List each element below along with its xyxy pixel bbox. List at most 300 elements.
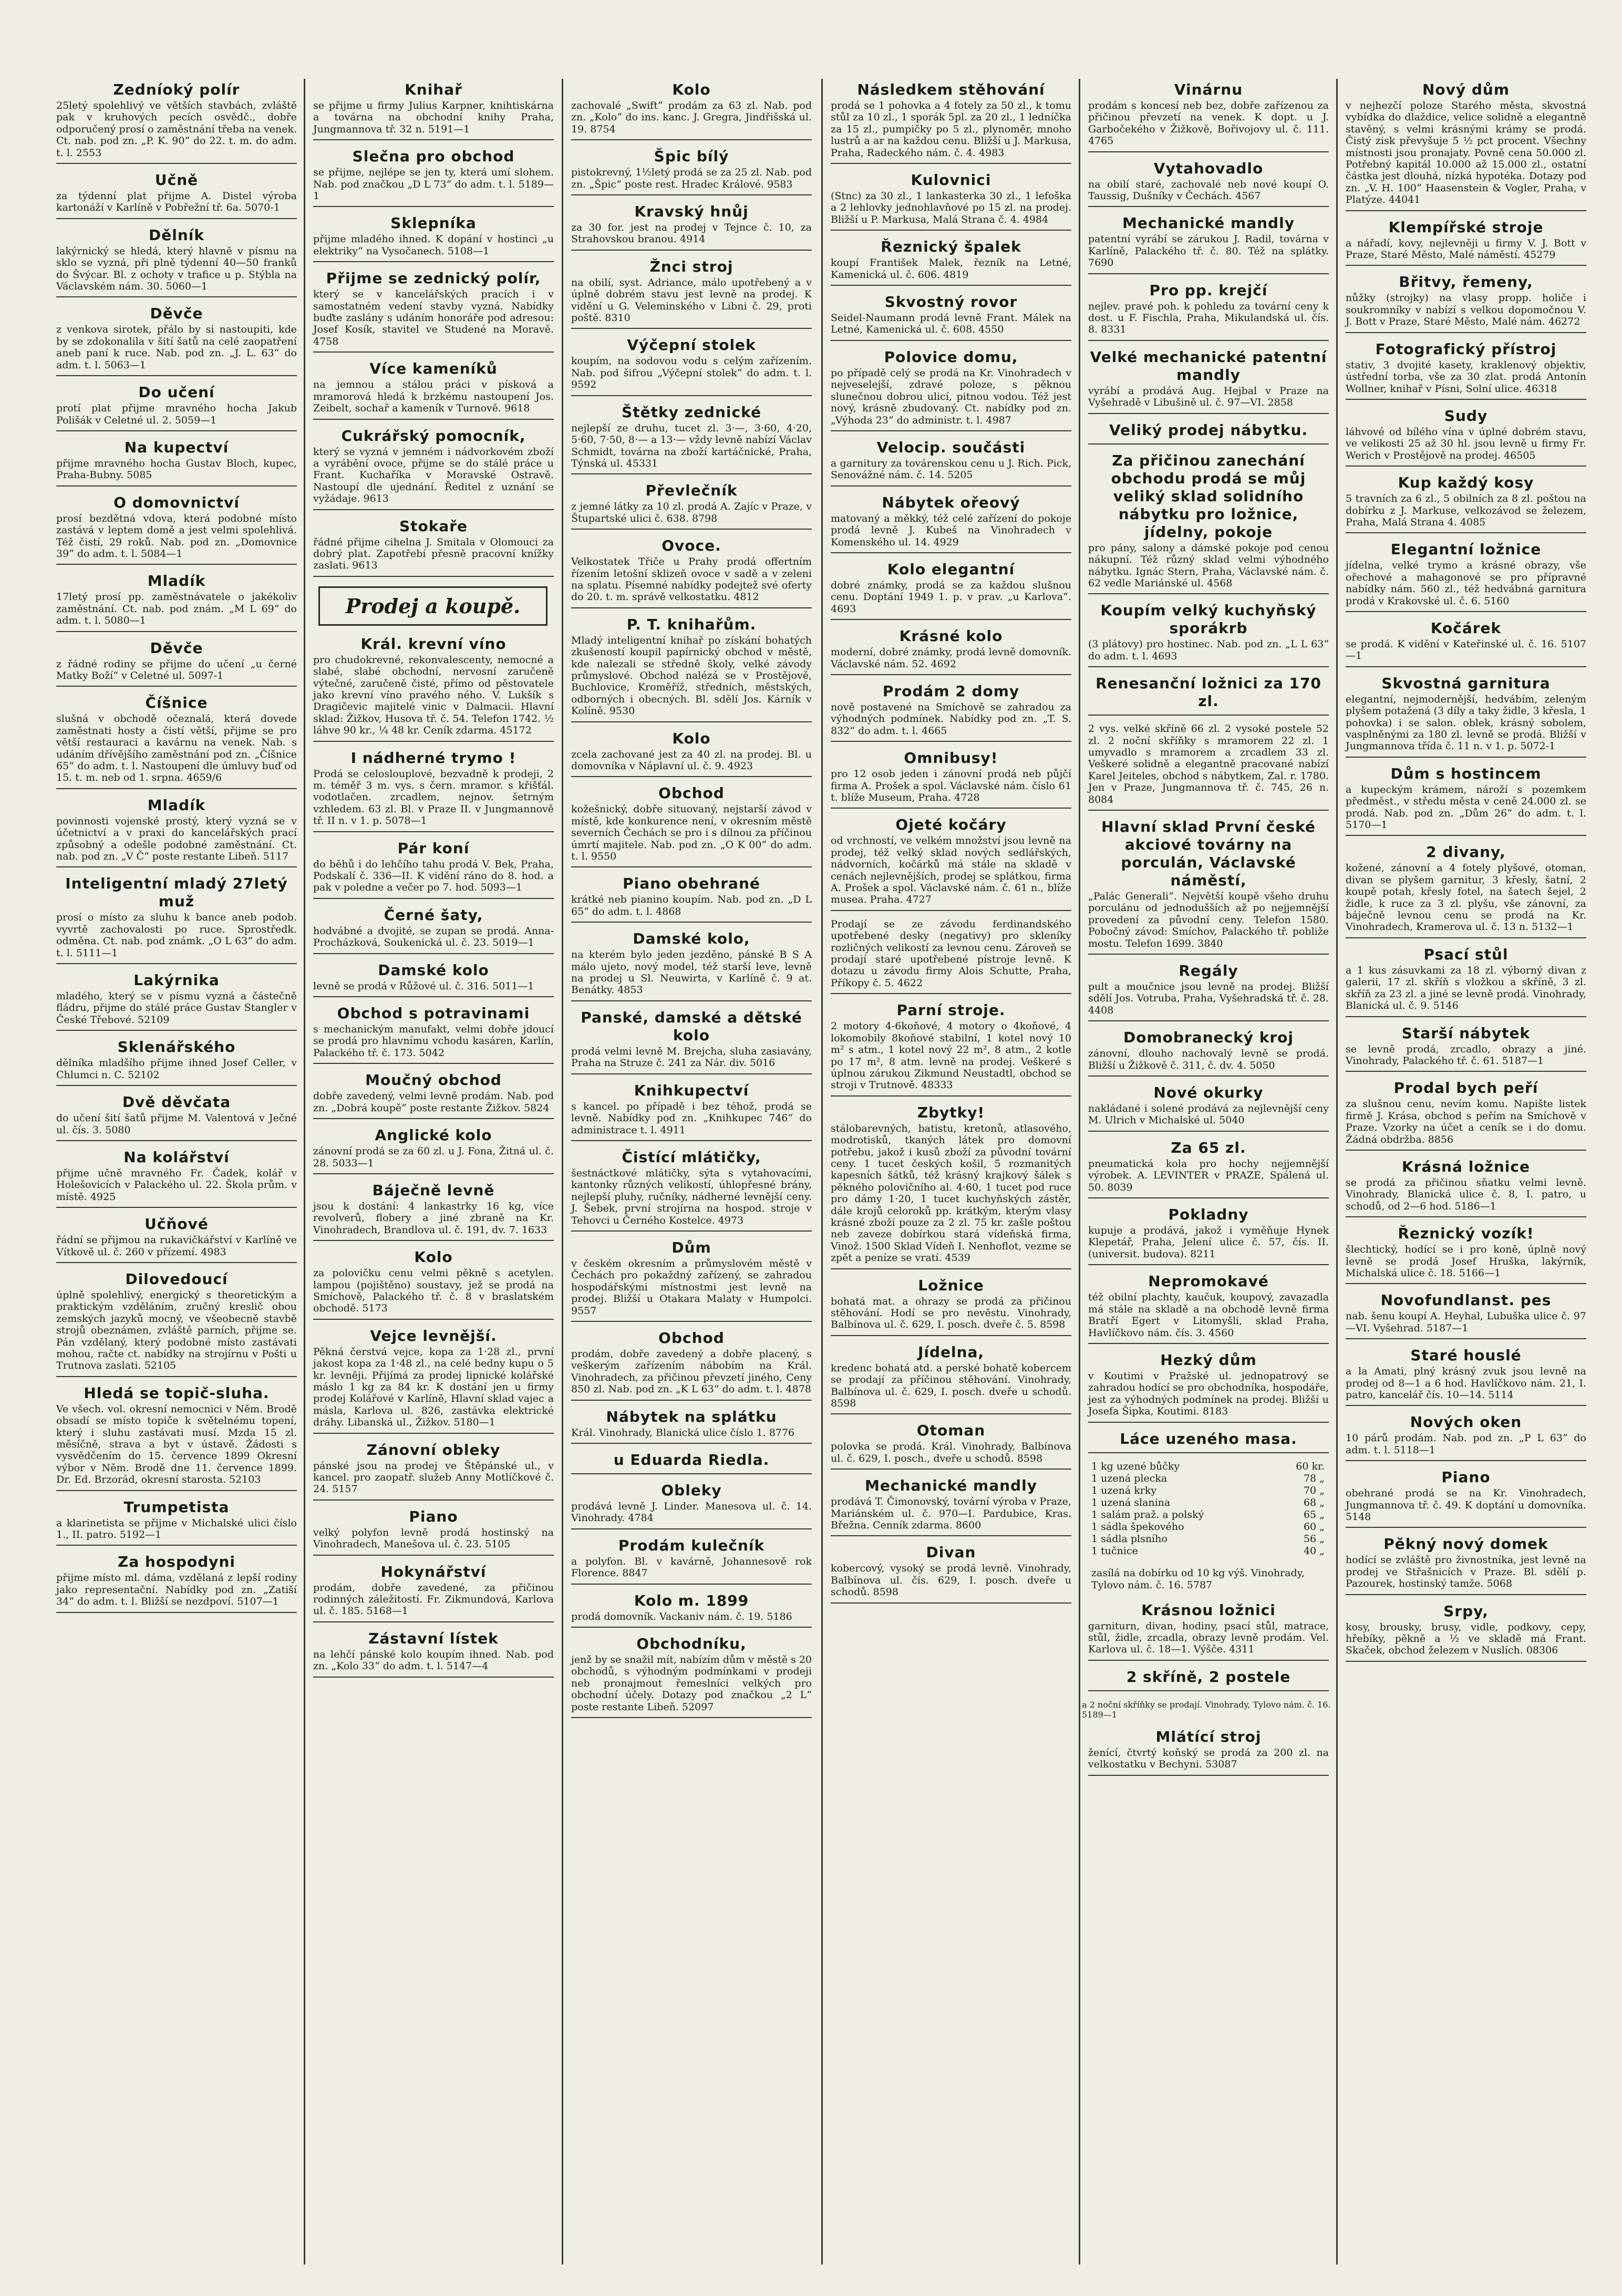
classified-ad bbox=[56, 1038, 297, 1086]
classified-ad bbox=[571, 1537, 812, 1585]
ad-separator bbox=[571, 721, 812, 722]
ad-heading: Dům bbox=[671, 1238, 711, 1256]
ad-separator bbox=[831, 340, 1071, 341]
ad-heading: Ovoce. bbox=[662, 537, 721, 555]
ad-heading: Kolo m. 1899 bbox=[634, 1591, 749, 1609]
ad-separator bbox=[571, 776, 812, 777]
column-rule bbox=[562, 79, 563, 2264]
ad-text: z venkova sirotek, přálo by si nastoupiti, kde by se zdokonalila v šití šatů na celé zaopatření aneb paní k ruce. Nab. pod zn. „J. L. 63“ do adm. t. l. 5063—1 bbox=[56, 324, 297, 371]
ad-text: z jemné látky za 10 zl. prodá A. Zajíc v Praze, v Štupartské ulici č. 638. 8798 bbox=[571, 501, 812, 524]
ad-separator bbox=[1088, 1264, 1329, 1265]
ad-text: obehrané prodá se na Kr. Vinohradech, Jungmannova tř. č. 49. K doptání u domovníka. 5148 bbox=[1346, 1487, 1586, 1523]
ad-separator bbox=[56, 430, 297, 431]
ad-text: prodám, dobře zavedené, za přičinou rodinných záležitostí. Fr. Zikmundová, Karlova ul. č. 185. 5168—1 bbox=[313, 1581, 554, 1617]
ad-heading: Ojeté kočáry bbox=[895, 816, 1007, 834]
classified-ad bbox=[56, 639, 297, 687]
ad-heading: Děvče bbox=[150, 305, 203, 323]
classified-ad bbox=[56, 1270, 297, 1377]
ad-heading: Prodám 2 domy bbox=[882, 682, 1020, 700]
price-value: 60 kr. bbox=[1296, 1460, 1325, 1472]
ad-text: jsou k dostání: 4 lankastrky 16 kg, více revolverů, flobery a jiné zbraně na Kr. Vinohradech, Brandlova ul. č. 191, dv. 7. 1633 bbox=[313, 1200, 554, 1236]
ad-text: nab. šenu koupí A. Heyhal, Lubuška ulice č. 97—VI. Vyšehrad. 5187—1 bbox=[1346, 1310, 1586, 1334]
classified-ad bbox=[831, 1343, 1071, 1415]
ad-heading: Učňové bbox=[144, 1215, 209, 1233]
ad-text: hodvábné a dvojité, se zupan se prodá. Anna-Procházková, Soukenická ul. č. 23. 5019—1 bbox=[313, 925, 554, 949]
price-row bbox=[1091, 1485, 1325, 1497]
ad-heading: Nový dům bbox=[1422, 81, 1510, 98]
ad-separator bbox=[313, 261, 554, 262]
ad-separator bbox=[571, 139, 812, 140]
ad-text: stálobarevných, batistu, kretonů, atlasového, modrotisků, tkaných látek pro domovní potřebu, jakož i kusů zboží za původní tovární ceny. 1 tucet českých košil, 5 rozmanitých kapesních šátků, též krásný krajkový šálek s pěkného polovičního al. 4·60, 1 tucet pod ruce pro dámy 1·20, 1 tucet kuchyňských zástěr, dále krojů celoroků pp. krátkým, kterým vlasy krásné zboží pouze za 2 zl. 75 kr. zašle poštou neb zaveze dobírkou stará vídeňská firma, Vinož. 1500 Sklad Vídeň I. Nenhoflot, vezme se zpět a peníze se vratí. 4539 bbox=[831, 1122, 1071, 1264]
ad-text: pro pány, salony a dámské pokoje pod cenou nákupní. Též různý sklad velmi výhodného nábytku. Ignác Stern, Praha, Václavské nám. č. 62 vedle Mariánské ul. 4568 bbox=[1088, 542, 1329, 589]
ad-heading: Nové okurky bbox=[1153, 1084, 1264, 1102]
classified-ad bbox=[313, 1630, 554, 1678]
classified-ad bbox=[1346, 1158, 1586, 1217]
ad-text: za 30 for. jest na prodej v Tejnce č. 10, za Strahovskou branou. 4914 bbox=[571, 222, 812, 245]
ad-separator bbox=[831, 1335, 1071, 1336]
ad-heading: Číšnice bbox=[145, 694, 208, 712]
ad-heading: Mladík bbox=[147, 572, 206, 590]
ad-text: prodává T. Čimonovský, tovární výroba v Praze, Mariánském ul. č. 970—I. Pardubice, Kras. Břežna. Cenník zdarma. 8600 bbox=[831, 1496, 1071, 1532]
classified-ad bbox=[1088, 282, 1329, 341]
classified-ad bbox=[313, 1248, 554, 1320]
ad-separator bbox=[571, 1584, 812, 1585]
price-list-footer: zasílá na dobírku od 10 kg výš. Vinohrady, Tylovo nám. č. 16. 5787 bbox=[1091, 1567, 1305, 1591]
ad-separator bbox=[571, 1321, 812, 1322]
ad-heading: Otoman bbox=[916, 1422, 986, 1440]
ad-text: přijme místo ml. dáma, vzdělaná z lepší rodiny jako representační. Nabídky pod zn. „Zatiší 34“ do adm. t. l. Bližší se nezdpoví. 5107—1 bbox=[56, 1572, 297, 1608]
classified-ad bbox=[313, 1563, 554, 1622]
price-row bbox=[1091, 1473, 1325, 1485]
ad-heading: Břitvy, řemeny, bbox=[1399, 273, 1533, 291]
ad-text: též obilní plachty, kaučuk, koupový, zavazadla má stále na skladě a na obchodě levně firma Bratří Egert v Litomyšli, sklad Praha, Havlíčkovo nám. čís. 3. 4560 bbox=[1088, 1291, 1329, 1339]
column-rule bbox=[1079, 79, 1080, 2264]
ad-heading: Skvostná garnitura bbox=[1381, 674, 1551, 692]
ad-heading: Prodám kulečník bbox=[618, 1536, 765, 1554]
ad-separator bbox=[1346, 1594, 1586, 1595]
classified-ad bbox=[313, 906, 554, 954]
ad-separator bbox=[1088, 1020, 1329, 1021]
ad-text: Seidel-Naumann prodá levně Frant. Málek na Letné, Kamenická ul. č. 608. 4550 bbox=[831, 312, 1071, 336]
ad-text: Ve všech. vol. okresní nemocnici v Něm. Brodě obsadí se místo topiče k světelnému topení, který i sluhu zastávati musí. Mzda 15 zl. měsíčně, strava a byt v ústavě. Žádosti s vysvědčením do 15. července 1899 Okresní výbor v Něm. Brodě dne 11. července 1899. Dr. Ed. Brzorád, okresní starosta. 52103 bbox=[56, 1403, 297, 1486]
classified-ad bbox=[1346, 541, 1586, 612]
ad-text: dobré známky, prodá se za každou slušnou cenu. Doptání 1949 1. p. v prav. „u Karlova“. 4693 bbox=[831, 579, 1071, 615]
ad-heading: Parní stroje. bbox=[896, 1001, 1006, 1019]
ad-text: se přijme u firmy Julius Karpner, knihtiskárna a továrna na obchodní knihy Praha, Jungmannova tř. 32 n. 5191—1 bbox=[313, 100, 554, 135]
ad-separator bbox=[831, 993, 1071, 994]
ad-text: jídelna, velké trymo a krásné obrazy, vše ořechové a mahagonové se pro přípravné nabídky nám. 560 zl., též hedvábná garnitura prodá v Krakovské ul. č. 6. 5160 bbox=[1346, 560, 1586, 607]
price-value: 40 „ bbox=[1303, 1545, 1325, 1557]
ad-heading: Štětky zednické bbox=[622, 403, 761, 421]
ad-heading: Na kolářství bbox=[123, 1148, 230, 1166]
classified-ad bbox=[1088, 160, 1329, 208]
ad-separator bbox=[571, 1000, 812, 1001]
ad-heading: Renesanční ložnici za 170 zl. bbox=[1096, 675, 1321, 710]
classified-ad bbox=[313, 635, 554, 742]
ad-text: v nejhezčí poloze Starého města, skvostná vybídka do dlaždice, velice solidně a elegantně stavěný, s velmi krásnými krámy se prodá. Čistý zisk převyšuje 5 ½ pct procent. Všechny místnosti jsou pronajaty. Povně cena 50.000 zl. Potřebný kapitál 10.000 až 15.000 zl., ostatní částka jest dlouhá, nízká hypotéka. Dotazy pod zn. „V. H. 100“ Haasenstein & Vogler, Praha, v Platýze. 44041 bbox=[1346, 100, 1586, 206]
classified-ad bbox=[1346, 946, 1586, 1017]
ad-text: a la Amati, plný krásný zvuk jsou levně na prodej od 8—1 a 6 hod. Havlíčkovo nám. 21, I. patro, kancelář čís. 10—14. 5114 bbox=[1346, 1366, 1586, 1401]
ad-separator bbox=[313, 996, 554, 997]
ad-separator bbox=[1346, 466, 1586, 467]
column-rule bbox=[1336, 79, 1338, 2264]
ad-heading: Řeznický špalek bbox=[881, 238, 1021, 256]
ad-heading: Nábytek ořeový bbox=[882, 493, 1020, 511]
ad-separator bbox=[831, 1268, 1071, 1269]
ad-separator bbox=[313, 1433, 554, 1434]
classified-ad bbox=[313, 1441, 554, 1501]
classified-ad bbox=[1088, 348, 1329, 414]
classified-ad bbox=[56, 875, 297, 964]
price-value: 60 „ bbox=[1303, 1521, 1325, 1533]
classified-ad bbox=[313, 840, 554, 899]
price-qty: 1 bbox=[1091, 1484, 1098, 1496]
ad-heading: Knihkupectví bbox=[634, 1081, 749, 1099]
ad-text: prosí bezdětná vdova, která podobné místo zastává v leptem domě a jest velmi spolehlivá. Též čistí, 29 roků. Nab. pod zn. „Domovnice 39“ do adm. t. l. 5084—1 bbox=[56, 512, 297, 560]
ad-text: kredenc bohatá atd. a perské bohatě kobercem se prodají za příčinou stěhování. Vinohrady, Balbínova ul. č. 629, I. posch. dveře u schodů. 8598 bbox=[831, 1362, 1071, 1410]
ad-heading: Piano bbox=[1441, 1468, 1491, 1486]
ad-separator bbox=[313, 741, 554, 742]
ad-text: stativ, 3 dvojité kasety, kraklenový objektiv, ústřední torba, vše za 30 zlat. prodá Antonín Wollner, knihař v Písni, Solní ulice. 46318 bbox=[1346, 359, 1586, 395]
classified-ad bbox=[1088, 818, 1329, 955]
price-qty: 1 bbox=[1091, 1545, 1098, 1557]
classified-ad bbox=[831, 238, 1071, 286]
ad-text: a 1 kus zásuvkami za 18 zl. výborný divan z galerii, 17 zl. skříň s vložkou a skříně, 3 zl. skříň za 23 zl. a jiné se levně prodá. Vinohrady, Blanická ul. č. 9. 5146 bbox=[1346, 964, 1586, 1012]
ad-heading: Kočárek bbox=[1430, 619, 1502, 637]
ad-text: nůžky (strojky) na vlasy propp. holiče i soukromníky v nabízí s velkou dopomočnou V. J. Bott v Praze, Staré Město, Malé nám. 46272 bbox=[1346, 292, 1586, 328]
ad-heading: Domobranecký kroj bbox=[1123, 1029, 1294, 1047]
ad-separator bbox=[1346, 1338, 1586, 1339]
ad-text: Pěkná čerstvá vejce, kopa za 1·28 zl., první jakost kopa za 1·48 zl., na celé bedny kupu o 5 kr. levněji. Přijímá za prodej lipnické kolářské máslo 1 kg za 84 kr. K dostání jen u firmy prodej Kolářové v Karlíně, Hlavní sklad vajec a másla, Karlova ul. 826, zastávka elektrické dráhy. Libanská ul., Žižkov. 5180—1 bbox=[313, 1346, 554, 1429]
ad-heading: Divan bbox=[926, 1544, 976, 1561]
ad-heading: Nových oken bbox=[1410, 1413, 1522, 1431]
ad-text: mladého, který se v písmu vyzná a částečně fládru, přijme do stálé práce Gustav Stangler v České Třebové. 52109 bbox=[56, 990, 297, 1026]
ad-text: koupím, na sodovou vodu s celým zařízením. Nab. pod šifrou „Výčepní stolek“ do adm. t. l. 9592 bbox=[571, 355, 812, 391]
ad-heading: Srpy, bbox=[1443, 1602, 1489, 1620]
ad-separator bbox=[571, 1140, 812, 1141]
ad-separator bbox=[1346, 532, 1586, 533]
ad-separator bbox=[313, 1118, 554, 1119]
classified-ad bbox=[56, 1215, 297, 1263]
ad-heading: Dům s hostincem bbox=[1390, 764, 1542, 782]
ad-heading: Dělník bbox=[149, 226, 204, 244]
classified-ad bbox=[831, 1544, 1071, 1603]
ad-heading: Na kupectví bbox=[124, 438, 229, 456]
classified-ad bbox=[313, 961, 554, 997]
ad-text: 25letý spolehlivý ve větších stavbách, zvláště pak v kruhových pecích osvědč., dobře odporučený prosí o zaměstnání třeba na venek. Ct. nab. pod zn. „P. K. 90“ do 22. t. m. do adm. t. l. 2553 bbox=[56, 100, 297, 159]
ad-text: řádné přijme cihelna J. Smitala v Olomouci za dobrý plat. Zapotřebí přesně pracovní knížky zaslati. 9613 bbox=[313, 536, 554, 572]
classified-ad bbox=[571, 482, 812, 530]
ad-separator bbox=[831, 485, 1071, 487]
price-value: 65 „ bbox=[1303, 1508, 1325, 1521]
ad-heading: Kravský hnůj bbox=[634, 203, 749, 221]
ad-heading: 2 divany, bbox=[1426, 843, 1506, 861]
ad-text: kobercový, vysoký se prodá levně. Vinohrady, Balbínova ul. čís. 629, I. posch. dveře u schodů. 8598 bbox=[831, 1563, 1071, 1598]
ad-heading: 2 skříně, 2 postele bbox=[1126, 1668, 1291, 1685]
ad-heading: Staré houslé bbox=[1410, 1347, 1522, 1364]
ad-heading: Více kameníků bbox=[369, 360, 498, 378]
ad-heading: Sklepníka bbox=[390, 214, 477, 232]
ad-separator bbox=[56, 1140, 297, 1141]
classified-ad bbox=[1346, 1025, 1586, 1072]
ad-text: láhvové od bílého vína v úplné dobrém stavu, ve velikosti 25 až 30 hl. jsou levně u firmy Fr. Werich v Prostějově na prodej. 46505 bbox=[1346, 426, 1586, 461]
ad-separator bbox=[56, 788, 297, 789]
ad-heading: Žnci stroj bbox=[649, 257, 733, 275]
ad-text: bohatá mat. a ohrazy se prodá za přičinou stěhování. Hodí se pro nevěstu. Vinohrady, Balbínova ul. č. 629, I. posch. dveře č. 5. 8598 bbox=[831, 1295, 1071, 1331]
ad-separator bbox=[831, 619, 1071, 620]
ad-text: a nářadí, kovy, nejlevněji u firmy V. J. Bott v Praze, Staré Město, Malé náměstí. 45279 bbox=[1346, 237, 1586, 261]
price-item bbox=[1091, 1545, 1138, 1557]
ad-heading: Damské kolo bbox=[378, 961, 489, 979]
ad-text: slušná v obchodě očeznalá, která dovede zaměstnati hosty a čistí větší, přijme se pro větší restauraci a kavárnu na venek. Nab. s udáním dřívějšího zaměstnání pod zn. „Číšnice 65“ do adm. t. l. Nastoupení dle úmluvy buď od 15. t. m. neb od 1. srpna. 4659/6 bbox=[56, 713, 297, 784]
price-item bbox=[1091, 1533, 1168, 1545]
ad-separator bbox=[313, 206, 554, 207]
ad-text: který se v kancelářských pracích i v samostatném vedení stavby vyzná. Nabídky buďte zaslány s udáním honoráře pod adresou: Josef Kosík, stavitel ve Studené na Moravě. 4758 bbox=[313, 288, 554, 347]
ad-heading: Učně bbox=[154, 171, 199, 189]
ad-text: po případě celý se prodá na Kr. Vinohradech v nejveselejší, zdravé poloze, s pěknou slunečnou dobrou ulicí, pitnou vodou. Též jest nový, krásně zbudovaný. Ct. nabídky pod zn. „Výhoda 23“ do administr. t. l. 4987 bbox=[831, 367, 1071, 426]
ad-separator bbox=[1346, 937, 1586, 938]
price-name: salám praž. a polský bbox=[1101, 1508, 1204, 1521]
ad-separator bbox=[1346, 835, 1586, 836]
ad-heading: Za hospodyni bbox=[118, 1553, 235, 1571]
classified-ad bbox=[831, 627, 1071, 675]
ad-separator bbox=[1088, 1131, 1329, 1132]
ad-text: pro chudokrevné, rekonvalescenty, nemocné a slabé, slabé obchodní, nervosní zaručeně výtečné, zaručeně čisté, přímo od pěstovatele jako krevní víno pravého ného. V. Lukšík s Dragičevic majitelé vinic v Dalmacii. Hlavní sklad: Žižkov, Husova tř. č. 54. Telefon 1742. ½ láhve 90 kr., ¼ 48 kr. Ceník zdarma. 45172 bbox=[313, 654, 554, 737]
ad-text: prodá velmi levně M. Brejcha, sluha zasiavány, Praha na Struze č. 241 za Nár. div. 5016 bbox=[571, 1045, 812, 1069]
ad-heading: O domovnictví bbox=[113, 493, 240, 511]
ad-separator bbox=[56, 1545, 297, 1546]
classified-ad bbox=[313, 214, 554, 262]
ad-text: kožešnický, dobře situovaný, nejstarší závod v místě, kde konkurence není, v okresním městě severních Čechách se pro i s dílnou za příčinou úmrtí majitele. Nab. pod zn. „O K 00“ do adm. t. l. 9550 bbox=[571, 803, 812, 863]
ad-text: se přijme, nejlépe se jen ty, která umí slohem. Nab. pod značkou „D L 73“ do adm. t. l. 5189—1 bbox=[313, 167, 554, 202]
ad-heading: Mladík bbox=[147, 796, 206, 814]
ad-separator bbox=[571, 1627, 812, 1628]
ad-separator bbox=[831, 910, 1071, 911]
ad-separator bbox=[1088, 715, 1329, 716]
ad-heading: Krásná ložnice bbox=[1402, 1157, 1530, 1175]
ad-text: matovaný a měkký, též celé zařízení do pokoje prodá levně J. Kubeš na Vinohradech v Komenského ul. 14. 4929 bbox=[831, 512, 1071, 548]
ad-text: v českém okresním a průmyslovém městě v Čechách pro pokaždný zařízený, se zahradou hospodářskými místnostmi jest levně na prodej. Bližší u Otakara Malaty v Humpolci. 9557 bbox=[571, 1257, 812, 1317]
ad-heading: Pěkný nový domek bbox=[1383, 1535, 1548, 1553]
ad-heading: Nábytek na splátku bbox=[606, 1408, 777, 1425]
classified-ad bbox=[313, 81, 554, 140]
ad-text: přijme mravného hocha Gustav Bloch, kupec, Praha-Bubny. 5085 bbox=[56, 457, 297, 481]
ad-separator bbox=[313, 576, 554, 577]
ad-text: pistokrevný, 1½letý prodá se za 25 zl. Nab. pod zn. „Špic“ poste rest. Hradec Králové. 9583 bbox=[571, 167, 812, 190]
ad-heading: Regály bbox=[1179, 962, 1238, 979]
ad-text: Mladý inteligentní knihař po získání bohatých zkušeností koupil papírnický obchod v městě, kde nalezali se středně školy, velké závody průmyslové. Obchod nalézá se v Prostějově, Buchlovice, Kroměříž, středních, městských, odborných i obecných. Bl. sdělí Jos. Kárník v Kolíně. 9530 bbox=[571, 634, 812, 717]
ad-heading: Pokladny bbox=[1168, 1206, 1249, 1224]
ad-separator bbox=[571, 1717, 812, 1718]
ad-heading: Báječně levně bbox=[372, 1181, 495, 1199]
classified-ad bbox=[313, 148, 554, 207]
column-rule bbox=[821, 79, 823, 2264]
ad-heading: Obleky bbox=[661, 1482, 722, 1499]
ad-text: zcela zachované jest za 40 zl. na prodej. Bl. u domovníka v Náplavní ul. č. 9. 4923 bbox=[571, 748, 812, 772]
ad-heading: Piano obehrané bbox=[623, 875, 760, 893]
ad-text: (3 plátovy) pro hostinec. Nab. pod zn. „L L 63“ do adm. t. l. 4693 bbox=[1088, 638, 1329, 662]
ad-separator bbox=[571, 922, 812, 923]
ad-heading: Děvče bbox=[150, 639, 203, 657]
ad-separator bbox=[56, 296, 297, 297]
ad-heading: Moučný obchod bbox=[365, 1071, 502, 1089]
ad-heading: Knihař bbox=[405, 81, 462, 98]
ad-heading: Elegantní ložnice bbox=[1390, 541, 1542, 559]
ad-heading: Za 65 zl. bbox=[1171, 1139, 1246, 1156]
ad-heading: Hokynářství bbox=[380, 1563, 487, 1580]
ad-separator bbox=[831, 674, 1071, 675]
ad-heading: Hlavní sklad První české akciové továrny na porculán, Václavské náměstí, bbox=[1101, 818, 1316, 889]
classified-ad bbox=[571, 1149, 812, 1232]
ad-text: Prodá se celoslouplové, bezvadně k prodeji, 2 m. téměř 3 m. vys. s čern. mramor. s křišťál. vodotlačen. zrcadlem, nejnov. šetrným vzhledem. 63 zl. Bl. v Praze II. v Jungmannově tř. II n. v 1. p. 5078—1 bbox=[313, 768, 554, 827]
classified-ad bbox=[56, 1498, 297, 1546]
ad-text: protí plat přijme mravného hocha Jakub Polišák v Celetné ul. 2. 5059—1 bbox=[56, 402, 297, 426]
classified-ad bbox=[1346, 619, 1586, 667]
ad-separator bbox=[1088, 1343, 1329, 1344]
classified-ad bbox=[831, 918, 1071, 994]
ad-separator bbox=[571, 866, 812, 867]
price-row bbox=[1091, 1533, 1325, 1545]
classified-ad bbox=[1088, 452, 1329, 595]
ad-text: „Palác Generali“. Největší koupě všeho druhu porculánu od jednodušších až po nejjemnější provedení za původní ceny. Telefon 1580. Pobočný závod: Smíchov, Palackého tř. pobliže mostu. Telefon 1699. 3840 bbox=[1088, 890, 1329, 949]
ad-heading: Krásné kolo bbox=[899, 627, 1003, 645]
ad-separator bbox=[56, 866, 297, 867]
classified-ad bbox=[56, 226, 297, 298]
ad-text: 17letý prosí pp. zaměstnávatele o jakékoliv zaměstnání. Ct. nab. pod znám. „M L 69“ do adm. t. l. 5080—1 bbox=[56, 591, 297, 627]
ad-separator bbox=[1088, 1075, 1329, 1077]
ad-text: do běhů i do lehčího tahu prodá V. Bek, Praha, Podskalí č. 336—II. K vidění ráno do 8. hod. a pak v poledne a večer po 7. hod. 5093—1 bbox=[313, 858, 554, 894]
classified-ad bbox=[56, 1149, 297, 1208]
ad-separator bbox=[831, 1535, 1071, 1536]
column-rule bbox=[304, 79, 305, 2264]
ad-heading: Starší nábytek bbox=[1401, 1024, 1531, 1042]
ad-heading: Fotografický přístroj bbox=[1375, 340, 1557, 358]
classified-ad bbox=[571, 1451, 812, 1474]
ad-heading: Zedníoký polír bbox=[113, 81, 240, 98]
column-3 bbox=[565, 79, 817, 2264]
price-item bbox=[1091, 1485, 1156, 1497]
ad-text: se levně prodá, zrcadlo, obrazy a jiné. Vinohrady, Palackého tř. č. 61. 5187—1 bbox=[1346, 1043, 1586, 1067]
ad-text: (Stnc) za 30 zl., 1 lankasterka 30 zl., 1 lefoška a 2 lehlovky jednohlavňové po 15 zl. na prodej. Bližší u P. Markusa, Malá Strana č. 4. 4984 bbox=[831, 190, 1071, 225]
ad-separator bbox=[56, 1376, 297, 1377]
ad-text: do učení šití šatů přijme M. Valentová v Ječné ul. čís. 3. 5080 bbox=[56, 1112, 297, 1136]
classified-ad bbox=[831, 682, 1071, 742]
ad-text: přijme mladého ihned. K dopání v hostinci „u elektriky“ na Vysočanech. 5108—1 bbox=[313, 233, 554, 257]
price-qty: 1 bbox=[1091, 1521, 1098, 1533]
ad-separator bbox=[571, 328, 812, 329]
ad-separator bbox=[1088, 954, 1329, 955]
ad-heading: Za přičinou zanechání obchodu prodá se můj veliký sklad solidního nábytku pro ložnice, jídelny, pokoje bbox=[1111, 451, 1306, 541]
price-name: uzené bůčky bbox=[1116, 1460, 1180, 1472]
classified-ad bbox=[1346, 843, 1586, 938]
price-item bbox=[1091, 1509, 1204, 1521]
ad-text: se prodá za přičinou sňatku velmi levně. Vinohrady, Blanická ulice č. 8, I. patro, u schodů, od 2—6 hod. 5186—1 bbox=[1346, 1176, 1586, 1212]
ad-text: povinnosti vojenské prostý, který vyzná se v účetnictví a v praxi do kancelářských prací způsobný a odešle podobné zaměstnání. Ct. nab. pod zn. „V Č“ poste restante Libeň. 5117 bbox=[56, 815, 297, 863]
ad-heading: Velocip. součásti bbox=[876, 438, 1026, 456]
ad-heading: Velké mechanické patentní mandly bbox=[1090, 348, 1327, 384]
price-name: sádla špekového bbox=[1101, 1521, 1184, 1533]
ad-separator bbox=[1346, 1150, 1586, 1151]
ad-heading: Panské, damské a dětské kolo bbox=[581, 1008, 802, 1044]
ad-heading: Do učení bbox=[138, 384, 215, 401]
classified-ad bbox=[56, 572, 297, 632]
ad-text: velký polyfon levně prodá hostinský na Vinohradech, Manešova ul. č. 23. 5105 bbox=[313, 1526, 554, 1550]
ad-separator bbox=[313, 1677, 554, 1678]
ad-heading: Nepromokavé bbox=[1148, 1273, 1269, 1290]
column-4 bbox=[824, 79, 1077, 2264]
ad-text: na jemnou a stálou práci v písková a mramorová hledá k brzkému nastoupení Jos. Zeibelt, sochař a kameník v Turnově. 9618 bbox=[313, 379, 554, 415]
ad-separator bbox=[56, 1030, 297, 1031]
ad-text: kožené, zánovní a 4 fotely plyšové, otoman, divan se plyšem garnitur, 3 křesly, šatní, 2 koupě potah, křesly fotel, na šatech šejel, 2 židle, k ruce za 3 zl. plyšu, vše zánovní, za báječně levnou cenu se prodá na Kr. Vinohradech, Kramerova ul. č. 13 n. 5132—1 bbox=[1346, 862, 1586, 933]
classified-ad bbox=[571, 404, 812, 475]
classified-ad bbox=[571, 784, 812, 867]
ad-text: pult a moučnice jsou levně na prodej. Bližší sdělí Jos. Votruba, Praha, Vyšehradská tř. č. 28. 4408 bbox=[1088, 981, 1329, 1016]
price-item bbox=[1091, 1461, 1180, 1473]
ad-text: vyrábí a prodává Aug. Hejbal v Praze na Vyšehradě v Libušině ul. č. 97—VI. 2858 bbox=[1088, 385, 1329, 409]
ad-separator bbox=[1346, 1216, 1586, 1217]
ad-text: polovka se prodá. Král. Vinohrady, Balbínova ul. č. 629, I. posch., dveře u schodů. 8598 bbox=[831, 1441, 1071, 1464]
ad-separator bbox=[831, 741, 1071, 742]
ad-text: prodá domovník. Vackaniv nám. č. 19. 5186 bbox=[571, 1610, 792, 1622]
ad-separator bbox=[313, 1240, 554, 1241]
classified-ad bbox=[1088, 675, 1329, 716]
ad-heading: Špic bílý bbox=[654, 148, 729, 166]
ad-heading: Novofundlanst. pes bbox=[1380, 1291, 1552, 1309]
classified-ad bbox=[831, 171, 1071, 231]
classified-ad bbox=[831, 816, 1071, 911]
ad-heading: Piano bbox=[409, 1507, 458, 1525]
section-banner: Prodej a koupě. bbox=[318, 586, 547, 626]
price-qty: 1 bbox=[1091, 1508, 1098, 1521]
price-value: 68 „ bbox=[1303, 1496, 1325, 1508]
classified-ad bbox=[571, 1482, 812, 1529]
ad-separator bbox=[56, 686, 297, 687]
ad-separator bbox=[831, 808, 1071, 809]
classified-ad bbox=[1088, 962, 1329, 1021]
classified-ad bbox=[571, 616, 812, 722]
classified-ad bbox=[1346, 675, 1586, 758]
ad-heading: Král. krevní víno bbox=[360, 635, 507, 653]
classified-ad bbox=[1346, 1602, 1586, 1662]
classified-ad bbox=[56, 81, 297, 164]
classified-ad bbox=[1088, 723, 1329, 811]
ad-heading: Jídelna, bbox=[917, 1343, 985, 1361]
ad-text: na lehčí pánské kolo koupím ihned. Nab. pod zn. „Kolo 33“ do adm. t. l. 5147—4 bbox=[313, 1648, 554, 1672]
ad-heading: Zánovní obleky bbox=[366, 1441, 501, 1459]
ad-heading: Damské kolo, bbox=[633, 930, 750, 948]
classified-ad bbox=[1088, 1601, 1329, 1661]
ad-separator bbox=[831, 430, 1071, 431]
classified-ad bbox=[831, 81, 1071, 164]
ad-text: s mechanickým manufakt, velmi dobře jdoucí se prodá pro hlavnímu vchodu kasáren, Karlín, Palackého tř. č. 173. 5042 bbox=[313, 1023, 554, 1059]
ad-heading: Klempířské stroje bbox=[1388, 218, 1544, 236]
ad-heading: Inteligentní mladý 27letý muž bbox=[65, 875, 288, 911]
classified-ad bbox=[571, 336, 812, 396]
price-item bbox=[1091, 1521, 1184, 1533]
ad-separator bbox=[1346, 1405, 1586, 1406]
price-name: sádla plsního bbox=[1101, 1533, 1168, 1545]
ad-text: 2 vys. velké skříně 66 zl. 2 vysoké postele 52 zl. 2 noční skříňky s mramorem 22 zl. 1 umyvadlo s mramorem a zrcadlem 33 zl. Veškeré solidně a elegantně pracované nabízí Karel Jeiteles, obchod s nábytkem, Zal. r. 1780. Jen v Praze, Jungmannova tř. č. 745, 26 n. 8084 bbox=[1088, 723, 1329, 805]
ad-text: zánovní, dlouho nachovalý levně se prodá. Bližší u Žižkově č. 311, č. dv. 4. 5050 bbox=[1088, 1048, 1329, 1071]
ad-text: pánské jsou na prodej ve Štěpánské ul., v kancel. pro zaopatř. služeb Anny Motlíčkové č. 24. 5157 bbox=[313, 1460, 554, 1495]
ad-text: pro 12 osob jeden i zánovní prodá neb půjčí firma A. Prošek a spol. Václavské nám. číslo 61 t. blíže Museum, Praha. 4728 bbox=[831, 768, 1071, 803]
price-name: tučnice bbox=[1101, 1545, 1138, 1557]
classified-ad bbox=[1088, 1728, 1329, 1776]
ad-heading: Krásnou ložnici bbox=[1141, 1601, 1276, 1619]
ad-heading: Mechanické mandly bbox=[1122, 214, 1295, 232]
classified-ad bbox=[831, 1422, 1071, 1470]
ad-text: a garnitury za továrenskou cenu u J. Rich. Pick, Senovážné nám. č. 14. 5205 bbox=[831, 457, 1071, 481]
